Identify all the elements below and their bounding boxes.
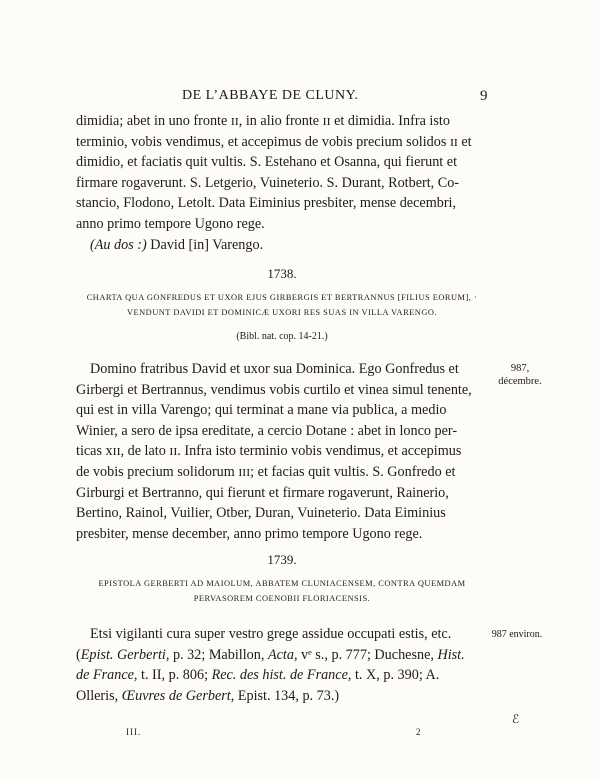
reference-line: (Epist. Gerberti, p. 32; Mabillon, Acta, vᵉ s., p. 777; Duchesne, Hist. <box>76 646 465 663</box>
charter-line: Girbergi et Bertrannus, vendimus vobis curtilo et vinea simul tenente, <box>76 381 472 398</box>
continuation-line: dimidia; abet in uno fronte ɪɪ, in alio fronte ɪɪ et dimidia. Infra isto <box>76 113 450 129</box>
continuation-line: dimidio, et faciatis quit vultis. S. Estehano et Osanna, qui fierunt et <box>76 154 458 171</box>
continuation-line: firmare rogaverunt. S. Letgerio, Vuineterio. S. Durant, Rotbert, Co- <box>76 174 460 191</box>
charter-caption-1739 <box>76 576 488 606</box>
charter-line: Etsi vigilanti cura super vestro grege assidue occupati estis, etc. <box>90 626 452 642</box>
ref-title: Acta <box>267 646 294 663</box>
continuation-text <box>76 111 488 255</box>
charter-source-1738: (Bibl. nat. cop. 14-21.) <box>236 331 328 342</box>
charter-caption-1738 <box>76 290 488 320</box>
ref-text: , p. 32; Mabillon, <box>165 646 268 663</box>
continuation-line: terminio, vobis vendimus, et accepimus de vobis precium solidos ɪɪ et <box>76 133 472 150</box>
charter-line: presbiter, mense december, anno primo tempore Ugono rege. <box>76 525 423 542</box>
ref-text: , Epist. 134, p. 73.) <box>230 687 340 704</box>
margin-date-month: décembre. <box>498 376 542 387</box>
au-dos-label: (Au dos :) <box>90 236 147 253</box>
ref-text: , t. X, p. 390; A. <box>347 667 440 684</box>
charter-number-1739: 1739. <box>267 552 297 567</box>
ref-title: Rec. des hist. de France <box>211 667 348 684</box>
charter-line: Winier, a sero de ipsa ereditate, a cercio Dotane : abet in lonco per- <box>76 422 458 439</box>
margin-date-year: 987, <box>510 363 530 374</box>
ref-text: , vᵉ s., p. 777; Duchesne, <box>293 646 438 663</box>
charter-line: qui est in villa Varengo; qui terminat a mane via publica, a medio <box>76 402 447 419</box>
au-dos-text: David [in] Varengo. <box>146 236 264 253</box>
ref-title: de France <box>76 667 134 684</box>
margin-date-1739: 987 environ. <box>491 629 543 640</box>
margin-mark: ℰ <box>512 712 520 726</box>
continuation-line: anno primo tempore Ugono rege. <box>76 215 265 232</box>
sheet-number: 2 <box>416 727 421 737</box>
caption-line: EPISTOLA GERBERTI AD MAIOLUM, ABBATEM CLUNIACENSEM, CONTRA QUEMDAM <box>98 579 466 588</box>
ref-text: Olleris, <box>76 687 122 704</box>
running-title: DE L’ABBAYE DE CLUNY. <box>182 88 359 103</box>
charter-text-1738 <box>76 359 488 544</box>
caption-line: CHARTA QUA GONFREDUS ET UXOR EJUS GIRBERGIS ET BERTRANNUS [FILIUS EORUM], · <box>86 293 478 302</box>
ref-title: Epist. Gerberti <box>80 646 166 663</box>
ref-title: Hist. <box>437 646 465 663</box>
signature-mark: III. <box>126 727 142 737</box>
au-dos-note <box>76 235 488 256</box>
reference-line <box>76 665 488 686</box>
charter-line: Girburgi et Bertranno, qui fierunt et firmare rogaverunt, Rainerio, <box>76 484 449 501</box>
charter-number-1738: 1738. <box>267 266 297 281</box>
charter-text-1739 <box>76 624 488 706</box>
caption-line: PERVASOREM COENOBII FLORIACENSIS. <box>193 594 371 603</box>
charter-line: Bertino, Rainol, Vuilier, Otber, Duran, Vuineterio. Data Eiminius <box>76 505 446 522</box>
ref-title: Œuvres de Gerbert <box>121 687 231 704</box>
charter-line: ticas xɪɪ, de lato ɪɪ. Infra isto terminio vobis vendimus, et accepimus <box>76 443 462 460</box>
ref-text: , t. II, p. 806; <box>133 667 212 684</box>
charter-line: Domino fratribus David et uxor sua Dominica. Ego Gonfredus et <box>90 361 459 377</box>
page-number: 9 <box>480 88 488 104</box>
margin-date-1738 <box>490 362 550 388</box>
reference-line <box>76 686 488 707</box>
caption-line: VENDUNT DAVIDI ET DOMINICÆ UXORI RES SUAS IN VILLA VARENGO. <box>126 308 438 317</box>
charter-line: de vobis precium solidorum ɪɪɪ; et facias quit vultis. S. Gonfredo et <box>76 463 456 480</box>
continuation-line: stancio, Flodono, Letolt. Data Eiminius presbiter, mense decembri, <box>76 195 457 212</box>
